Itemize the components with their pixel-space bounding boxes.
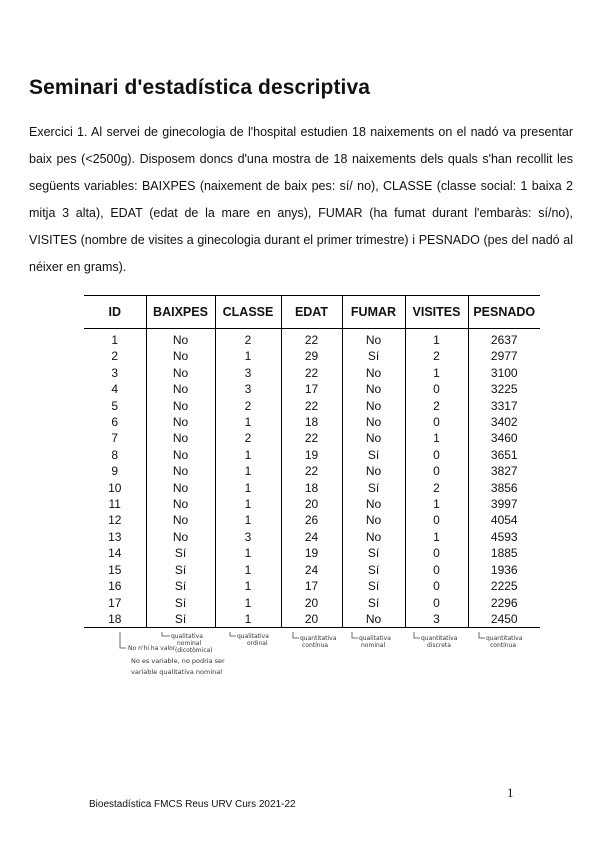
header-fumar: FUMAR	[342, 296, 405, 329]
table-cell: No	[146, 329, 215, 349]
table-cell: Sí	[146, 578, 215, 594]
table-cell: 18	[84, 611, 146, 628]
table-cell: 0	[405, 463, 468, 479]
table-cell: 10	[108, 480, 122, 495]
table-cell: 3	[111, 365, 119, 380]
table-cell: 20	[281, 496, 342, 512]
table-cell: 1	[405, 496, 468, 512]
table-cell: 17	[108, 595, 122, 610]
table-cell: No	[342, 398, 405, 414]
table-cell: 1	[215, 496, 281, 512]
table-cell: 2296	[468, 595, 540, 611]
arrow-classe	[230, 632, 236, 636]
table-cell: 22	[281, 329, 342, 349]
table-cell: 3651	[468, 447, 540, 463]
table-cell: 1	[215, 611, 281, 628]
table-cell: Sí	[146, 595, 215, 611]
table-cell: Sí	[146, 545, 215, 561]
table-cell: 2	[405, 398, 468, 414]
note-id-extra: No es variable, no podria ser variable qualitativa nominal	[131, 657, 225, 676]
table-cell: 3225	[468, 381, 540, 397]
table-cell: No	[342, 430, 405, 446]
table-cell: 0	[405, 545, 468, 561]
table-cell: No	[146, 430, 215, 446]
arrow-edat	[293, 632, 299, 638]
table-cell: No	[342, 414, 405, 430]
table-cell: 29	[281, 348, 342, 364]
table-cell: 1	[215, 512, 281, 528]
table-cell: 0	[405, 578, 468, 594]
table-cell: 1	[111, 333, 119, 347]
table-cell: Sí	[146, 611, 215, 628]
table-cell: Sí	[342, 595, 405, 611]
table-cell: No	[342, 463, 405, 479]
table-cell: No	[146, 480, 215, 496]
table-cell: Sí	[342, 562, 405, 578]
table-cell: No	[146, 365, 215, 381]
exercise-text: Exercici 1. Al servei de ginecologia de l'hospital estudien 18 naixements on el nadó va presentar baix pes (<2500g). Disposem doncs d'una mostra de 18 naixements dels quals s'han recollit les següents variables: BAIXPES (naixement de baix pes: sí/ no), CLASSE (classe social: 1 baixa 2 mitja 3 alta), EDAT (edat de la mare en anys), FUMAR (ha fumat durant l'embaràs: sí/no), VISITES (nombre de visites a ginecologia durant el primer trimestre) i PESNADO (pes del nadó al néixer en grams).	[29, 125, 573, 274]
table-cell: 14	[108, 546, 122, 561]
table-cell: 20	[281, 611, 342, 628]
table-cell: No	[342, 329, 405, 349]
page-number: 1	[507, 785, 514, 800]
table-cell: 3100	[468, 365, 540, 381]
table-cell: No	[342, 512, 405, 528]
table-cell: 2637	[468, 329, 540, 349]
table-cell: 5	[111, 398, 119, 413]
table-cell: 3317	[468, 398, 540, 414]
table-cell: 22	[281, 430, 342, 446]
table-cell: 3	[215, 381, 281, 397]
table-cell: 6	[111, 415, 119, 430]
table-cell: 1	[215, 348, 281, 364]
table-cell: 3	[215, 529, 281, 545]
table-cell: 11	[108, 497, 121, 512]
note-fumar: qualitativa nominal	[359, 635, 391, 649]
table-cell: 24	[281, 562, 342, 578]
note-baixpes: qualitativa nominal (dicotòmica)	[171, 633, 213, 654]
table-cell: 1	[405, 329, 468, 349]
page-title: Seminari d'estadística descriptiva	[29, 76, 371, 99]
table-cell: 22	[281, 365, 342, 381]
table-cell: No	[146, 496, 215, 512]
table-cell: 19	[281, 447, 342, 463]
arrow-id	[120, 632, 126, 648]
table-cell: 0	[405, 381, 468, 397]
table-cell: 0	[405, 414, 468, 430]
header-baixpes: BAIXPES	[146, 296, 215, 329]
header-id: ID	[84, 296, 146, 329]
table-cell: 17	[281, 381, 342, 397]
table-cell: 1	[215, 447, 281, 463]
table-cell: No	[146, 414, 215, 430]
table-cell: Sí	[342, 545, 405, 561]
table-cell: No	[342, 611, 405, 628]
table-cell: Sí	[342, 578, 405, 594]
table-cell: 4593	[468, 529, 540, 545]
table-cell: No	[342, 365, 405, 381]
table-cell: 13	[108, 529, 122, 544]
table-cell: 3	[215, 365, 281, 381]
note-classe: qualitativa ordinal	[237, 633, 269, 647]
table-cell: 18	[281, 480, 342, 496]
table-cell: 22	[281, 463, 342, 479]
table-cell: No	[146, 348, 215, 364]
table-cell: 3	[405, 611, 468, 628]
table-cell: No	[146, 398, 215, 414]
table-cell: 0	[405, 595, 468, 611]
table-cell: 17	[281, 578, 342, 594]
table-cell: 0	[405, 447, 468, 463]
header-edat: EDAT	[281, 296, 342, 329]
table-cell: No	[342, 496, 405, 512]
table-cell: 0	[405, 562, 468, 578]
table-cell: 16	[108, 579, 122, 594]
table-cell: 1	[405, 365, 468, 381]
table-cell: 3827	[468, 463, 540, 479]
table-cell: Sí	[342, 480, 405, 496]
table-cell: Sí	[342, 447, 405, 463]
table-cell: No	[342, 529, 405, 545]
table-cell: 2	[215, 398, 281, 414]
table-cell: 1	[215, 545, 281, 561]
table-cell: 4	[111, 382, 119, 397]
table-cell: No	[146, 381, 215, 397]
table-cell: 18	[281, 414, 342, 430]
table-cell: 2450	[468, 611, 540, 628]
note-pesnado: quantitativa contínua	[486, 635, 523, 649]
table-cell: 2	[111, 349, 119, 364]
header-visites: VISITES	[405, 296, 468, 329]
table-cell: 2	[405, 480, 468, 496]
table-cell: 1885	[468, 545, 540, 561]
table-cell: 19	[281, 545, 342, 561]
table-cell: 1936	[468, 562, 540, 578]
table-cell: No	[146, 529, 215, 545]
table-cell: 3997	[468, 496, 540, 512]
table-cell: Sí	[342, 348, 405, 364]
table-cell: 22	[281, 398, 342, 414]
table-cell: 2	[405, 348, 468, 364]
table-cell: 1	[215, 578, 281, 594]
table-cell: 1	[215, 595, 281, 611]
table-cell: 1	[215, 463, 281, 479]
table-cell: 0	[405, 512, 468, 528]
table-cell: No	[146, 512, 215, 528]
table-cell: 1	[215, 480, 281, 496]
table-cell: 3856	[468, 480, 540, 496]
note-edat: quantitativa contínua	[300, 635, 337, 649]
table-cell: 8	[111, 447, 119, 462]
table-cell: 7	[111, 431, 119, 446]
note-id: No n'hi ha valor	[128, 645, 176, 652]
table-cell: 1	[215, 562, 281, 578]
arrow-pesnado	[479, 632, 485, 638]
table-cell: 3460	[468, 430, 540, 446]
table-cell: 1	[215, 414, 281, 430]
table-cell: 15	[108, 562, 122, 577]
table-cell: 12	[108, 513, 122, 528]
table-cell: 1	[405, 529, 468, 545]
table-cell: 9	[111, 464, 119, 479]
table-cell: No	[146, 447, 215, 463]
footer: Bioestadística FMCS Reus URV Curs 2021-22	[89, 799, 296, 810]
arrow-fumar	[352, 632, 358, 638]
table-cell: 2	[215, 329, 281, 349]
arrow-baixpes	[162, 632, 170, 636]
table-cell: 24	[281, 529, 342, 545]
table-cell: 2	[215, 430, 281, 446]
table-cell: 4054	[468, 512, 540, 528]
table-cell: 3402	[468, 414, 540, 430]
note-visites: quantitativa discreta	[421, 635, 458, 649]
arrow-visites	[414, 632, 420, 638]
table-cell: No	[146, 463, 215, 479]
table-cell: 2977	[468, 348, 540, 364]
table-cell: No	[342, 381, 405, 397]
header-classe: CLASSE	[215, 296, 281, 329]
table-cell: 2225	[468, 578, 540, 594]
table-cell: 20	[281, 595, 342, 611]
table-cell: Sí	[146, 562, 215, 578]
header-pesnado: PESNADO	[468, 296, 540, 329]
table-cell: 26	[281, 512, 342, 528]
table-cell: 1	[405, 430, 468, 446]
